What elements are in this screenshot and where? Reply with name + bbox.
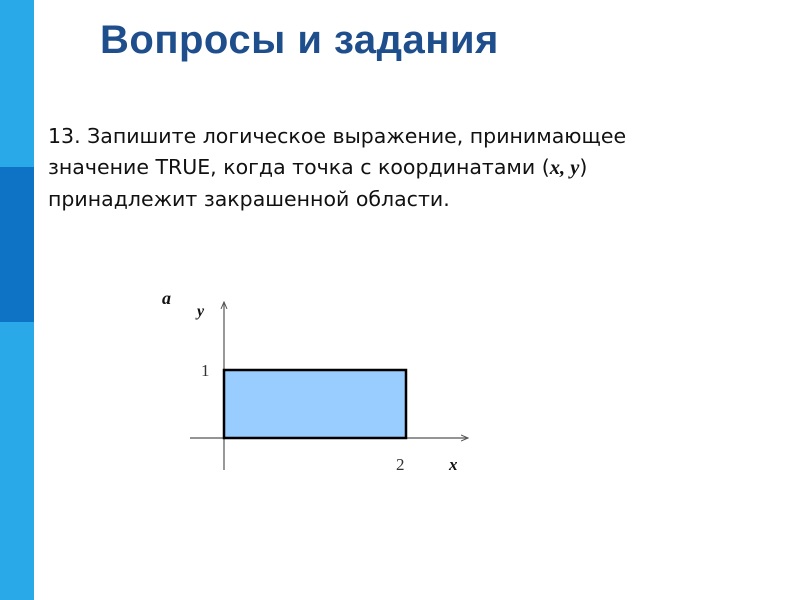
shaded-region	[224, 370, 406, 438]
tick-label-y: 1	[201, 361, 210, 380]
task-line-3: принадлежит закрашенной области.	[48, 187, 450, 211]
task-line-2-end: )	[579, 155, 588, 179]
slide-title: Вопросы и задания	[100, 18, 499, 62]
task-line-2-start: значение TRUE, когда точка с координатами (	[48, 155, 550, 179]
math-var-y: y	[570, 157, 580, 179]
y-axis-label: y	[197, 303, 205, 320]
tick-label-x: 2	[396, 455, 405, 474]
task-line-1: 13. Запишите логическое выражение, принимающее	[48, 124, 627, 148]
math-comma: ,	[560, 157, 571, 179]
figure-label: a	[162, 288, 171, 308]
math-var-x: x	[549, 157, 560, 179]
x-axis-label: x	[449, 455, 458, 474]
